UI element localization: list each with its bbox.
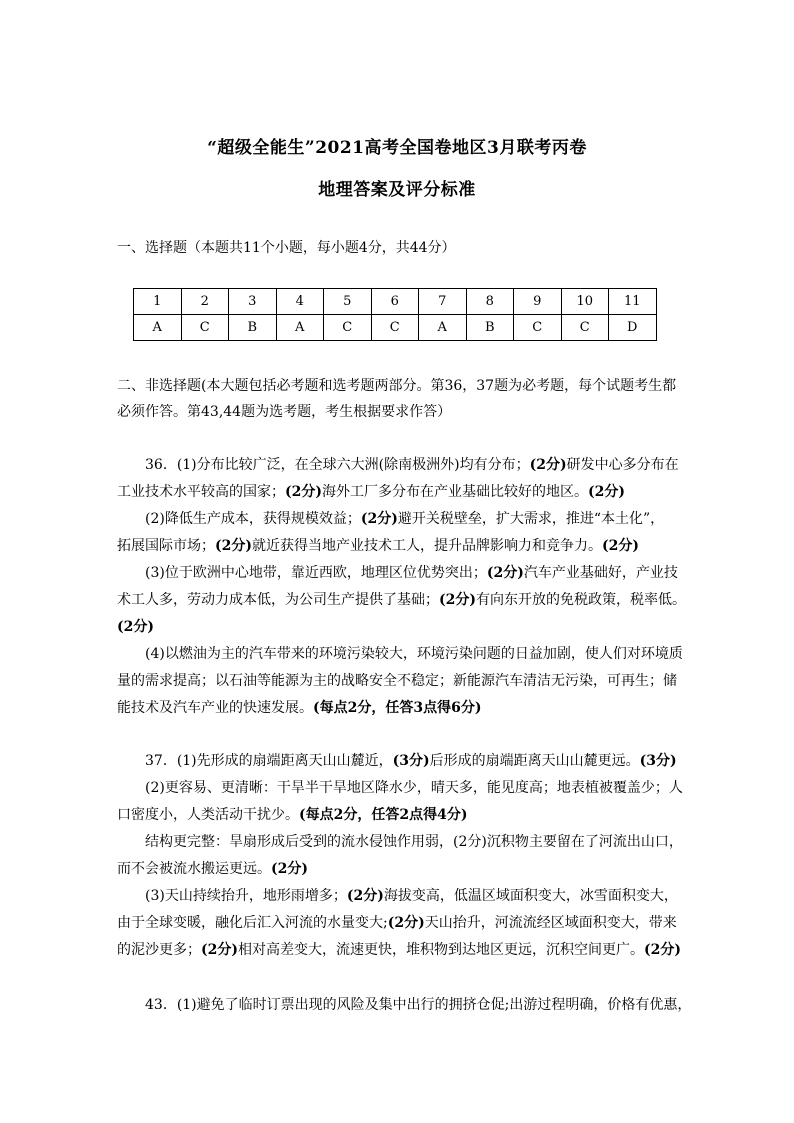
q37-line (145, 751, 705, 771)
question-number-cell: 2 (181, 289, 229, 315)
answer-text: 术工人多，劳动力成本低，为公司生产提供了基础； (117, 592, 439, 608)
score-label: (2分) (346, 888, 384, 904)
q36-line: 量的需求提高；以石油等能源为主的战略安全不稳定；新能源汽车清洁无污染，可再生；储 (117, 673, 677, 689)
score-label: (3分) (639, 753, 677, 769)
question-number-cell: 7 (419, 289, 467, 315)
q37-line: 结构更完整：旱扇形成后受到的流水侵蚀作用弱，(2分)沉积物主要留在了河流出山口， (145, 834, 683, 850)
document-title: “超级全能生”2021高考全国卷地区3月联考丙卷 (207, 138, 587, 158)
q37-line (117, 940, 681, 960)
answer-text: 相对高差变大，流速更快，堆积物到达地区更远，沉积空间更广。 (238, 942, 644, 958)
q37-line (117, 913, 677, 933)
q36-line (145, 455, 705, 475)
question-number-cell: 11 (609, 289, 657, 315)
score-label: (2分) (529, 457, 567, 473)
answer-text: (3)天山持续抬升，地形雨增多； (145, 888, 347, 904)
answer-text: 海外工厂多分布在产业基础比较好的地区。 (322, 484, 588, 500)
question-number-cell: 8 (466, 289, 514, 315)
answer-text: 37．(1)先形成的扇端距离天山山麓近， (145, 753, 393, 769)
q36-line: (4)以燃油为主的汽车带来的环境污染较大，环境污染问题的日益加剧，使人们对环境质 (145, 646, 683, 662)
score-label: (2分) (486, 565, 524, 581)
q36-line (145, 563, 705, 583)
score-label: (2分) (215, 538, 252, 554)
score-label: (2分) (271, 861, 308, 877)
answer-cell: C (371, 315, 419, 341)
answer-text: 海拔变高，低温区域面积变大，冰雪面积变大， (383, 888, 678, 904)
score-label: (2分) (602, 538, 639, 554)
answer-cell: C (324, 315, 372, 341)
score-label: (2分) (285, 484, 322, 500)
q36-line (117, 536, 677, 556)
answer-text: 汽车产业基础好，产业技 (523, 565, 678, 581)
answer-cell: B (466, 315, 514, 341)
answer-text: 由于全球变暖，融化后汇入河流的水量变大; (117, 915, 388, 931)
score-label: (2分) (439, 592, 476, 608)
answer-text: 研发中心多分布在 (566, 457, 679, 473)
score-label: (2分) (588, 484, 625, 500)
score-label: (2分) (201, 942, 238, 958)
q37-line (117, 859, 677, 879)
answer-table-answers-row (134, 315, 657, 341)
answer-cell: C (181, 315, 229, 341)
question-number-cell: 4 (276, 289, 324, 315)
q36-line (145, 509, 705, 529)
section-heading-nonchoice-cont: 必须作答。第43,44题为选考题，考生根据要求作答） (117, 404, 452, 420)
score-label: (每点2分，任答2点得4分) (299, 807, 468, 823)
answer-text: 的泥沙更多； (117, 942, 201, 958)
q36-line (117, 617, 677, 637)
score-label: (每点2分，任答3点得6分) (313, 700, 482, 716)
answer-text: 能技术及汽车产业的快速发展。 (117, 700, 313, 716)
question-number-cell: 3 (229, 289, 277, 315)
question-number-cell: 5 (324, 289, 372, 315)
answer-text: (2)降低生产成本，获得规模效益； (145, 511, 361, 527)
answer-cell: A (276, 315, 324, 341)
question-number-cell: 6 (371, 289, 419, 315)
q36-line (117, 590, 686, 610)
answer-cell: A (419, 315, 467, 341)
answer-cell: D (609, 315, 657, 341)
score-label: (3分) (392, 753, 430, 769)
section-heading-choice: 一、选择题（本题共11个小题，每小题4分，共44分） (117, 240, 456, 256)
answer-text: 工业技术水平较高的国家； (117, 484, 285, 500)
score-label: (2分) (360, 511, 398, 527)
q37-line: (2)更容易、更清晰：干旱半干旱地区降水少，晴天多，能见度高；地表植被覆盖少；人 (145, 780, 683, 796)
document-subtitle: 地理答案及评分标准 (318, 180, 476, 200)
q36-line (117, 698, 677, 718)
answer-text: 而不会被流水搬运更远。 (117, 861, 271, 877)
answer-cell: B (229, 315, 277, 341)
answer-text: (3)位于欧洲中心地带，靠近西欧，地理区位优势突出； (145, 565, 487, 581)
score-label: (2分) (644, 942, 681, 958)
answer-text: 后形成的扇端距离天山山麓更远。 (429, 753, 640, 769)
answer-cell: C (561, 315, 609, 341)
answer-table (133, 288, 657, 341)
score-label: (2分) (387, 915, 425, 931)
answer-text: 口密度小，人类活动干扰少。 (117, 807, 299, 823)
answer-text: 拓展国际市场； (117, 538, 215, 554)
q43-line: 43．(1)避免了临时订票出现的风险及集中出行的拥挤仓促;出游过程明确，价格有优惠， (145, 997, 692, 1013)
question-number-cell: 9 (514, 289, 562, 315)
question-number-cell: 1 (134, 289, 182, 315)
answer-text: 避开关税壁垒，扩大需求，推进“本土化”， (397, 511, 665, 527)
answer-cell: A (134, 315, 182, 341)
answer-text: 就近获得当地产业技术工人，提升品牌影响力和竞争力。 (252, 538, 602, 554)
section-heading-nonchoice: 二、非选择题(本大题包括必考题和选考题两部分。第36，37题为必考题，每个试题考生都 (117, 378, 677, 394)
answer-text: 天山抬升，河流流经区域面积变大，带来 (424, 915, 677, 931)
answer-table-numbers-row (134, 289, 657, 315)
score-label: (2分) (117, 619, 154, 635)
answer-cell: C (514, 315, 562, 341)
q36-line (117, 482, 677, 502)
q37-line (117, 805, 677, 825)
answer-text: 36．(1)分布比较广泛，在全球六大洲(除南极洲外)均有分布； (145, 457, 530, 473)
q37-line (145, 886, 705, 906)
answer-text: 有向东开放的免税政策，税率低。 (476, 592, 686, 608)
question-number-cell: 10 (561, 289, 609, 315)
